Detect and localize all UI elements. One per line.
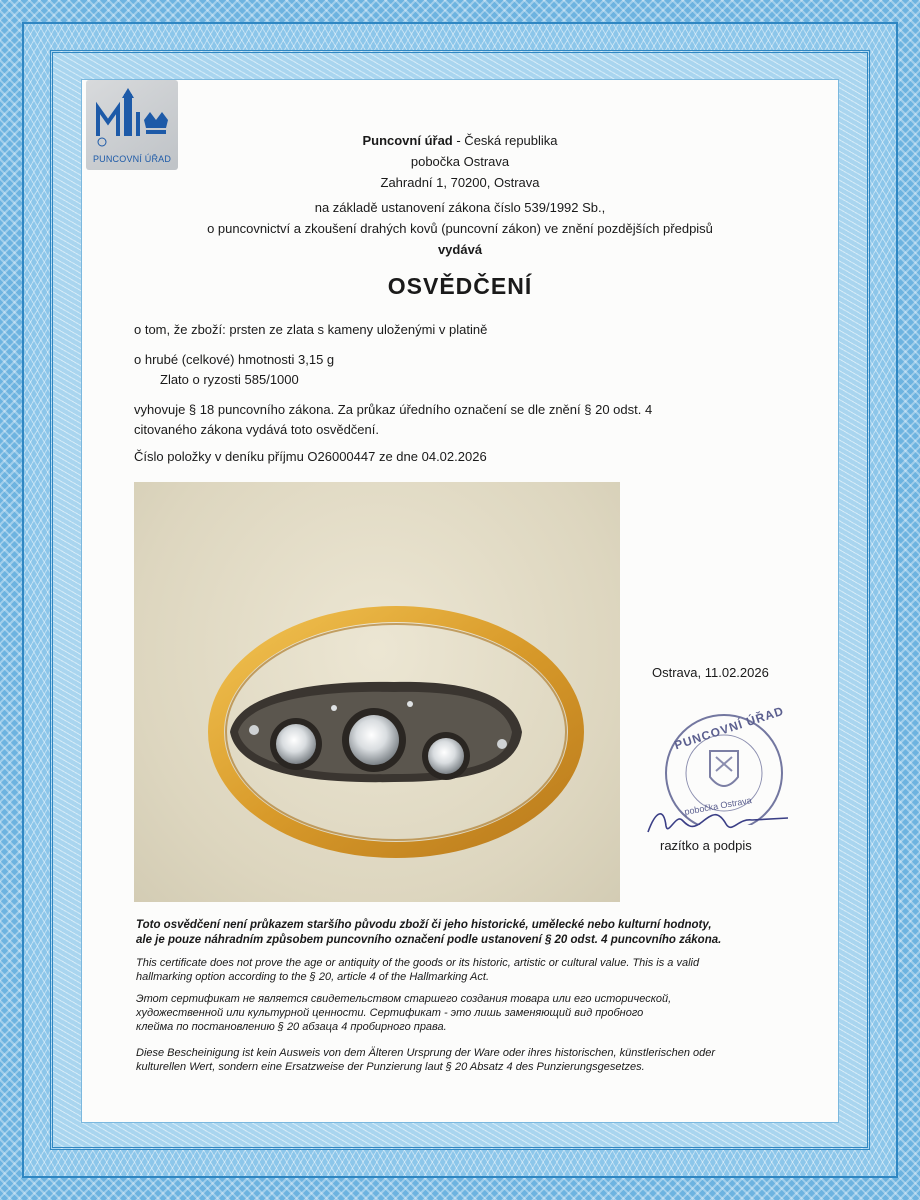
legal-line-2: o puncovnictví a zkoušení drahých kovů (puncovní zákon) ve znění pozdějších předpisů <box>207 221 713 236</box>
signature-scribble <box>642 800 792 840</box>
ring-photo <box>134 482 620 902</box>
disclaimer-russian <box>136 992 796 1034</box>
disclaimer-russian-line-3: клейма по постановлению § 20 абзаца 4 пробирного права. <box>136 1021 447 1033</box>
issues-label: vydává <box>437 242 483 257</box>
purity-line: Zlato o ryzosti 585/1000 <box>160 372 299 387</box>
certificate-paper <box>82 80 838 1122</box>
stamp-and-signature-label: razítko a podpis <box>660 838 752 853</box>
disclaimer-english-line-2: hallmarking option according to the § 20, article 4 of the Hallmarking Act. <box>136 971 489 983</box>
weight-line: o hrubé (celkové) hmotnosti 3,15 g <box>134 352 335 367</box>
branch-line: pobočka Ostrava <box>410 154 510 169</box>
disclaimer-german-line-2: kulturellen Wert, sondern eine Ersatzweise der Punzierung laut § 20 Absatz 4 des Punzierungsgesetzes. <box>136 1061 645 1073</box>
disclaimer-english <box>136 956 796 984</box>
legal-line-1: na základě ustanovení zákona číslo 539/1992 Sb., <box>314 200 606 215</box>
disclaimer-czech-line-1: Toto osvědčení není průkazem staršího původu zboží či jeho historické, umělecké nebo kulturní hodnoty, <box>136 919 712 931</box>
item-description: o tom, že zboží: prsten ze zlata s kameny uloženými v platině <box>134 322 488 337</box>
office-line <box>82 130 838 151</box>
disclaimer-english-line-1: This certificate does not prove the age or antiquity of the goods or its historic, artistic or cultural value. This is a valid <box>136 957 700 969</box>
office-name: Puncovní úřad <box>362 133 453 148</box>
item-number-line: Číslo položky v deníku příjmu O26000447 ze dne 04.02.2026 <box>134 449 487 464</box>
disclaimer-russian-line-2: художественной или культурной ценности. Сертификат - это лишь заменяющий вид пробного <box>136 1007 644 1019</box>
disclaimer-german-line-1: Diese Bescheinigung ist kein Ausweis von dem Älteren Ursprung der Ware oder ihres historischen, künstlerischen oder <box>136 1047 716 1059</box>
office-country: - Česká republika <box>452 133 558 148</box>
certificate-header <box>82 130 838 260</box>
ring-image <box>134 482 620 902</box>
logo-caption: PUNCOVNÍ ÚŘAD <box>92 154 172 164</box>
place-and-date: Ostrava, 11.02.2026 <box>652 665 769 680</box>
disclaimer-czech-line-2: ale je pouze náhradním způsobem puncovního označení podle ustanovení § 20 odst. 4 puncovního zákona. <box>136 934 722 946</box>
certificate-title: OSVĚDČENÍ <box>387 273 533 299</box>
disclaimer-german <box>136 1046 796 1074</box>
compliance-line-2: citovaného zákona vydává toto osvědčení. <box>134 422 379 437</box>
disclaimer-czech <box>136 918 796 948</box>
stamp-bottom-text: pobočka Ostrava <box>683 795 753 817</box>
address-line: Zahradní 1, 70200, Ostrava <box>380 175 540 190</box>
stamp-top-text: PUNCOVNÍ ÚŘAD <box>672 703 786 753</box>
compliance-line-1: vyhovuje § 18 puncovního zákona. Za průkaz úředního označení se dle znění § 20 odst. 4 <box>134 402 653 417</box>
disclaimer-russian-line-1: Этот сертификат не является свидетельством старшего создания товара или его исторической, <box>136 993 672 1005</box>
